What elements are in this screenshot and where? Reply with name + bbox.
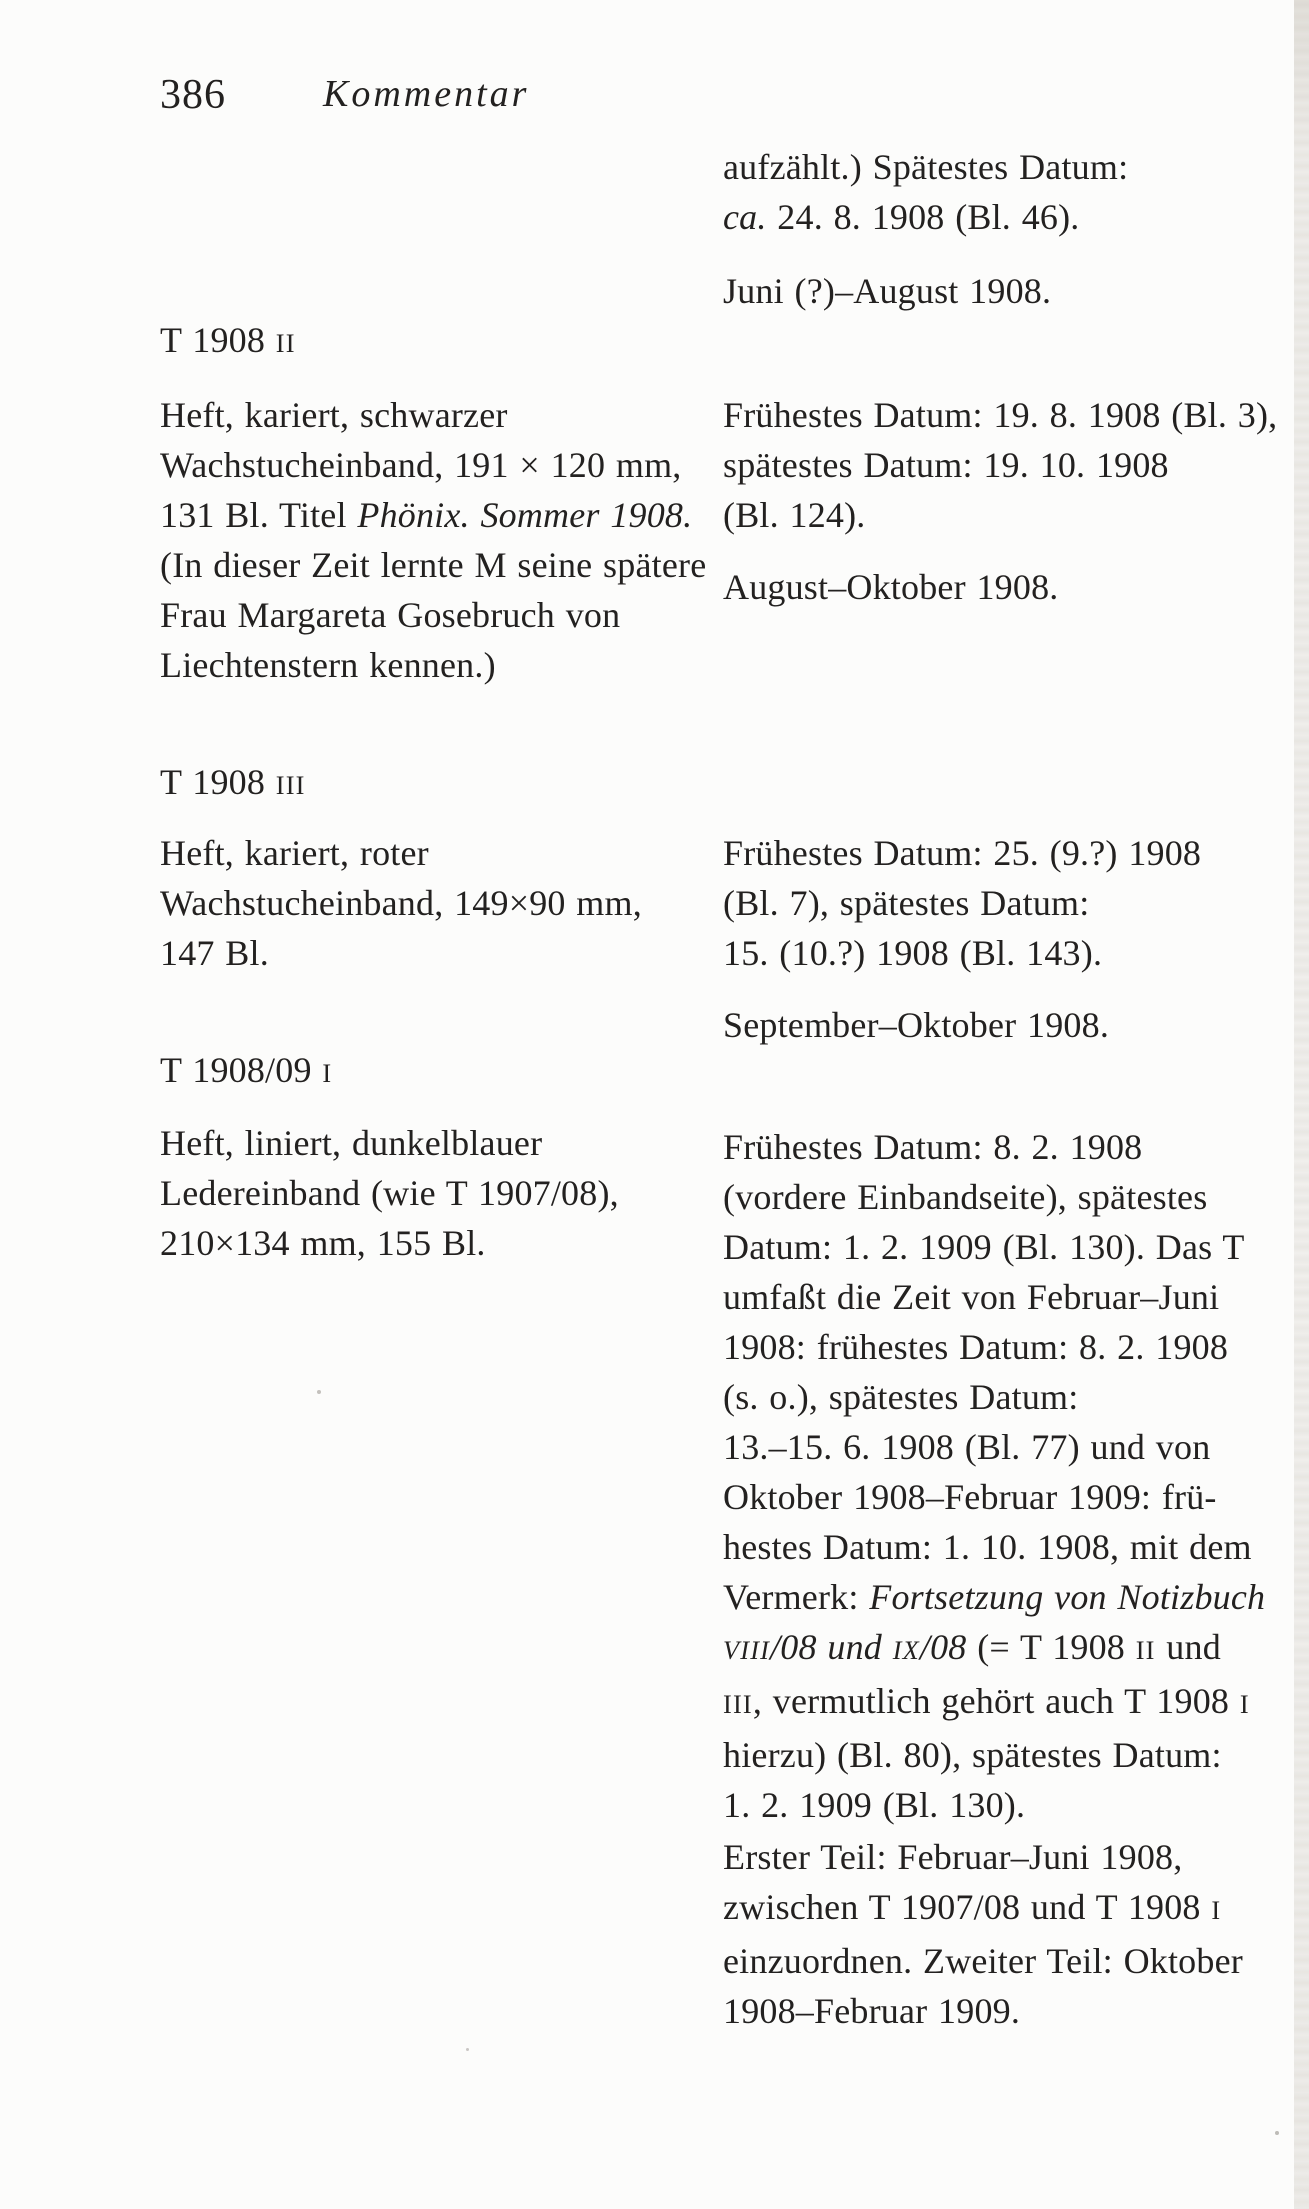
text-segment: Erster Teil: Februar–Juni 1908, <box>723 1837 1183 1877</box>
text-line <box>723 390 1277 440</box>
text-segment: III <box>723 1690 753 1719</box>
text-segment: II <box>275 329 296 358</box>
entry-heading-t1908-iii <box>160 757 306 811</box>
text-line <box>723 192 1128 242</box>
text-segment: 210×134 mm, 155 Bl. <box>160 1223 486 1263</box>
text-segment: September–Oktober 1908. <box>723 1005 1110 1045</box>
text-line <box>723 1372 1265 1422</box>
text-segment: Datum: 1. 2. 1909 (Bl. 130). Das T <box>723 1227 1245 1267</box>
text-line <box>723 928 1201 978</box>
text-segment: (= T 1908 <box>966 1627 1136 1667</box>
text-line <box>160 315 296 369</box>
text-segment: 13.–15. 6. 1908 (Bl. 77) und von <box>723 1427 1211 1467</box>
text-segment: (s. o.), spätestes Datum: <box>723 1377 1079 1417</box>
text-line <box>723 440 1277 490</box>
text-line <box>723 1676 1265 1730</box>
text-line <box>723 1122 1265 1172</box>
text-segment: Juni (?)–August 1908. <box>723 271 1052 311</box>
scan-edge-artifact <box>1294 0 1309 2209</box>
entry-period-t1908-ii <box>723 562 1058 612</box>
text-segment: IX <box>892 1636 920 1665</box>
text-line <box>723 878 1201 928</box>
page-number: 386 <box>160 72 226 118</box>
entry-heading-t1908-09-i <box>160 1045 332 1099</box>
text-segment: Oktober 1908–Februar 1909: frü- <box>723 1477 1217 1517</box>
text-line <box>723 1622 1265 1676</box>
text-segment: ca. <box>723 197 767 237</box>
text-line <box>160 1218 619 1268</box>
text-segment: Heft, liniert, dunkelblauer <box>160 1123 543 1163</box>
text-line <box>723 1422 1265 1472</box>
scan-speck <box>1275 2131 1279 2135</box>
text-segment: Frühestes Datum: 25. (9.?) 1908 <box>723 833 1202 873</box>
text-segment: , vermutlich gehört auch T 1908 <box>752 1681 1240 1721</box>
text-line <box>723 1832 1243 1882</box>
text-segment: I <box>322 1059 333 1088</box>
text-line <box>723 1572 1265 1622</box>
text-segment: einzuordnen. Zweiter Teil: Oktober <box>723 1941 1243 1981</box>
text-segment: T 1908/09 <box>160 1050 323 1090</box>
text-segment: Wachstucheinband, 191 × 120 mm, <box>160 445 682 485</box>
entry-dating-t1908-ii <box>723 390 1277 540</box>
entry-heading-t1908-ii <box>160 315 296 369</box>
text-segment: T 1908 <box>160 320 276 360</box>
entry-description-t1908-09-i <box>160 1118 619 1268</box>
text-segment: (Bl. 7), spätestes Datum: <box>723 883 1090 923</box>
text-line <box>160 390 706 440</box>
text-line <box>723 828 1201 878</box>
text-segment: hierzu) (Bl. 80), spätestes Datum: <box>723 1735 1222 1775</box>
text-segment: Frühestes Datum: 19. 8. 1908 (Bl. 3), <box>723 395 1278 435</box>
text-segment: August–Oktober 1908. <box>723 567 1059 607</box>
text-segment: umfaßt die Zeit von Februar–Juni <box>723 1277 1220 1317</box>
text-segment: /08 <box>919 1627 967 1667</box>
text-segment: 1908–Februar 1909. <box>723 1991 1021 2031</box>
text-line <box>160 590 706 640</box>
text-line <box>160 440 706 490</box>
text-segment: Vermerk: <box>723 1577 870 1617</box>
text-segment: (In dieser Zeit lernte M seine spätere <box>160 545 707 585</box>
text-line <box>160 828 642 878</box>
entry-description-t1908-ii <box>160 390 706 690</box>
carryover-period-paragraph <box>723 266 1051 316</box>
text-line <box>160 1045 332 1099</box>
entry-dating-t1908-iii <box>723 828 1201 978</box>
text-segment: Fortsetzung von Notizbuch <box>869 1577 1266 1617</box>
text-line <box>160 878 642 928</box>
text-line <box>160 540 706 590</box>
text-line <box>723 1986 1243 2036</box>
text-segment: I <box>1239 1690 1250 1719</box>
text-segment: Liechtenstern kennen.) <box>160 645 496 685</box>
text-segment: 15. (10.?) 1908 (Bl. 143). <box>723 933 1103 973</box>
entry-period-t1908-09-i <box>723 1832 1243 2036</box>
text-segment: und <box>1155 1627 1221 1667</box>
text-line <box>723 490 1277 540</box>
text-line <box>723 1172 1265 1222</box>
scan-speck <box>466 2048 469 2051</box>
text-line <box>160 640 706 690</box>
scan-speck <box>317 1390 321 1394</box>
text-line <box>723 1936 1243 1986</box>
text-segment: 24. 8. 1908 (Bl. 46). <box>766 197 1080 237</box>
text-segment: 131 Bl. Titel <box>160 495 358 535</box>
text-segment: 1908: frühestes Datum: 8. 2. 1908 <box>723 1327 1229 1367</box>
text-segment: 147 Bl. <box>160 933 269 973</box>
text-line <box>723 1522 1265 1572</box>
carryover-dating-paragraph <box>723 142 1128 242</box>
text-segment: (Bl. 124). <box>723 495 866 535</box>
text-line <box>160 1118 619 1168</box>
text-line <box>723 1730 1265 1780</box>
text-line <box>723 1272 1265 1322</box>
text-line <box>160 1168 619 1218</box>
text-segment: Heft, kariert, roter <box>160 833 429 873</box>
text-segment: Phönix. Sommer 1908. <box>357 495 693 535</box>
text-segment: (vordere Einbandseite), spätestes <box>723 1177 1208 1217</box>
text-line <box>723 1000 1109 1050</box>
text-line <box>723 1780 1265 1830</box>
text-segment: I <box>1211 1896 1222 1925</box>
text-line <box>160 490 706 540</box>
text-segment: Frau Margareta Gosebruch von <box>160 595 621 635</box>
text-segment: T 1908 <box>160 762 276 802</box>
text-line <box>160 928 642 978</box>
text-segment: III <box>275 771 306 800</box>
text-segment: VIII <box>723 1636 771 1665</box>
text-segment: 1. 2. 1909 (Bl. 130). <box>723 1785 1026 1825</box>
running-head: Kommentar <box>323 73 530 115</box>
text-segment: II <box>1135 1636 1156 1665</box>
text-line <box>723 142 1128 192</box>
entry-period-t1908-iii <box>723 1000 1109 1050</box>
text-segment: Frühestes Datum: 8. 2. 1908 <box>723 1127 1143 1167</box>
text-segment: /08 und <box>770 1627 893 1667</box>
entry-dating-t1908-09-i <box>723 1122 1265 1830</box>
entry-description-t1908-iii <box>160 828 642 978</box>
text-line <box>160 757 306 811</box>
text-line <box>723 266 1051 316</box>
text-segment: aufzählt.) Spätestes Datum: <box>723 147 1129 187</box>
text-segment: zwischen T 1907/08 und T 1908 <box>723 1887 1212 1927</box>
text-segment: spätestes Datum: 19. 10. 1908 <box>723 445 1169 485</box>
text-line <box>723 1322 1265 1372</box>
text-segment: hestes Datum: 1. 10. 1908, mit dem <box>723 1527 1252 1567</box>
text-line <box>723 1472 1265 1522</box>
text-segment: Heft, kariert, schwarzer <box>160 395 508 435</box>
text-line <box>723 562 1058 612</box>
text-line <box>723 1222 1265 1272</box>
text-segment: Ledereinband (wie T 1907/08), <box>160 1173 619 1213</box>
text-line <box>723 1882 1243 1936</box>
text-segment: Wachstucheinband, 149×90 mm, <box>160 883 642 923</box>
